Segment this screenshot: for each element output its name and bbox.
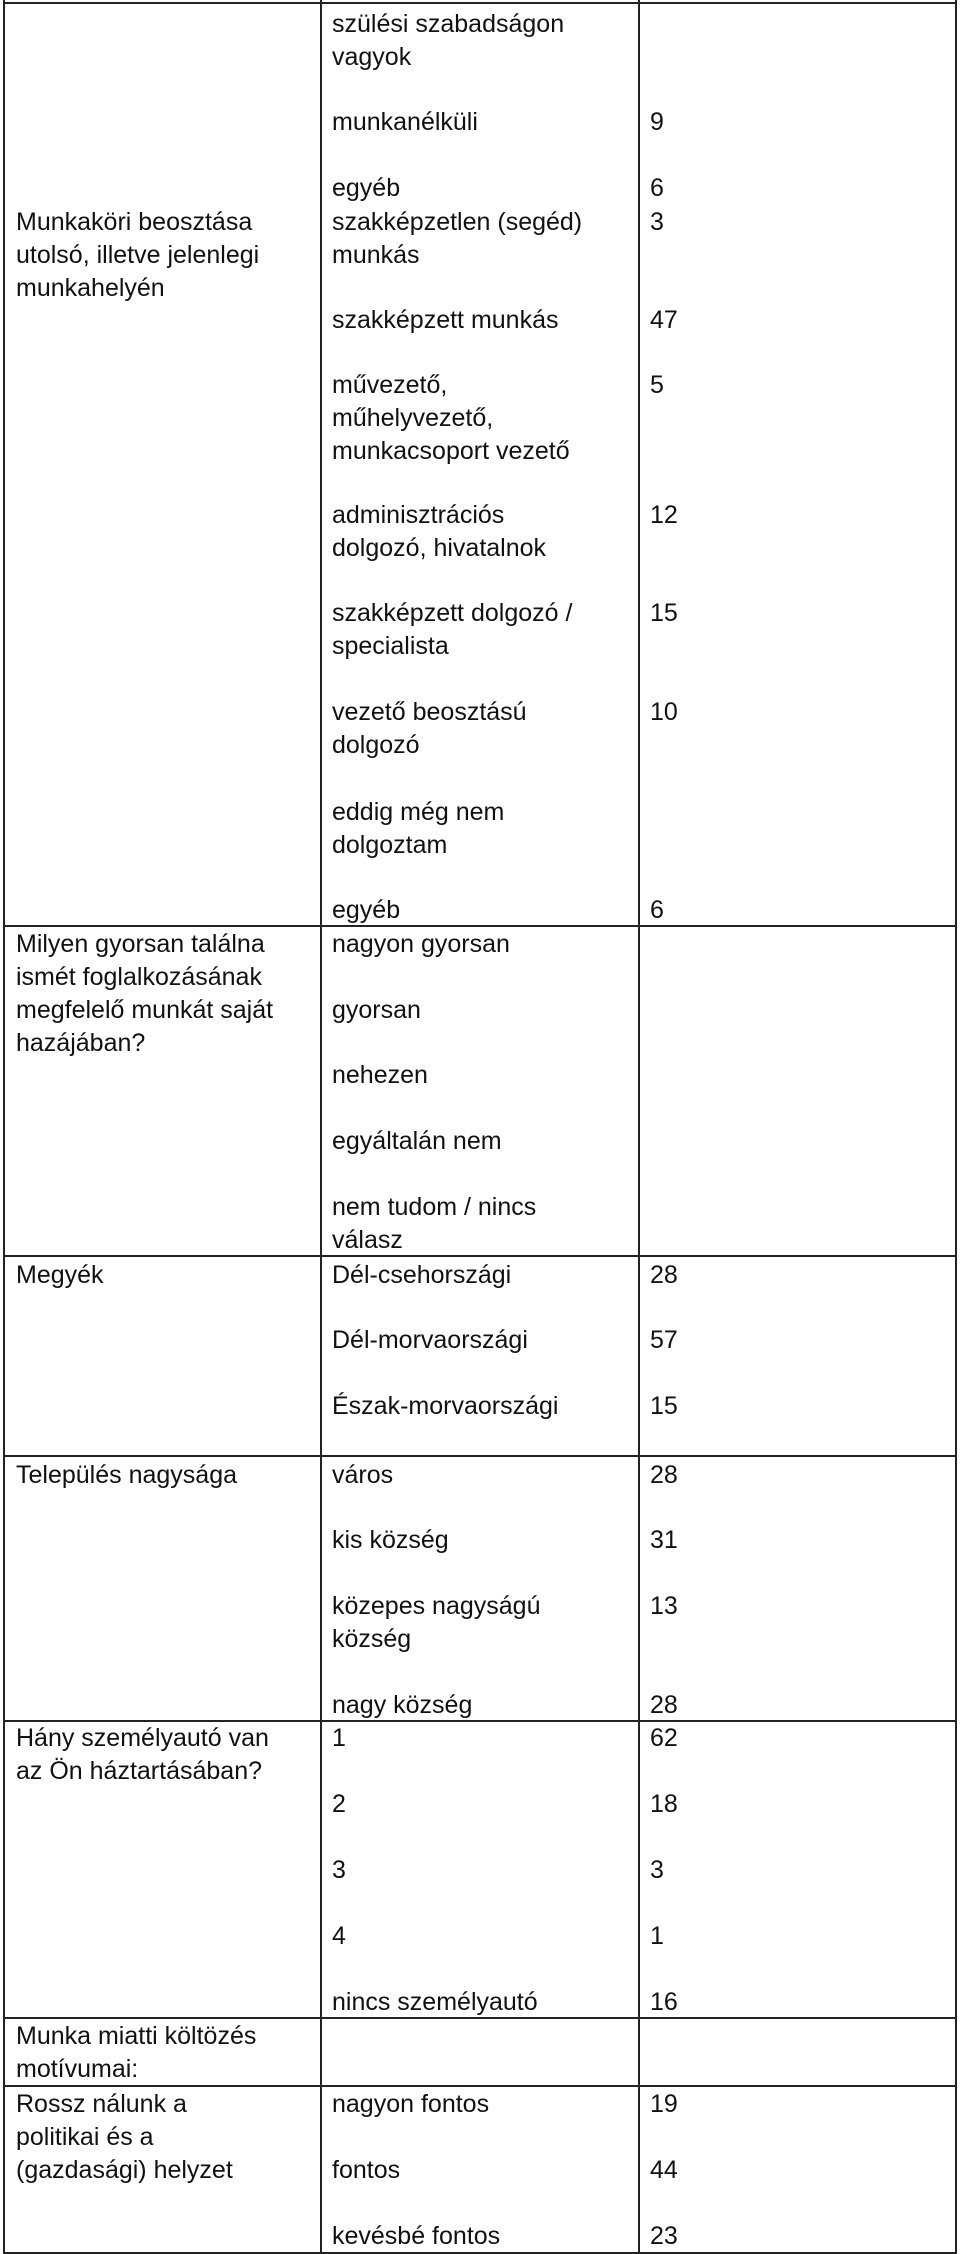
option-label: nehezen [332,1061,428,1089]
count-value: 18 [650,1790,678,1818]
option-label: eddig még nem dolgoztam [332,798,505,859]
count-value: 13 [650,1592,678,1620]
section-heading: Munka miatti költözés motívumai: [16,2022,257,2083]
count-value: 57 [650,1326,678,1354]
option-label: gyorsan [332,996,421,1024]
count-value: 9 [650,108,664,136]
option-label: nagyon gyorsan [332,930,510,958]
question-label: Település nagysága [16,1461,237,1489]
option-label: kevésbé fontos [332,2222,501,2250]
option-label: nincs személyautó [332,1988,538,2016]
option-label: Észak-morvaországi [332,1392,559,1420]
option-label: nagy község [332,1691,473,1719]
question-label: Munkaköri beosztása utolsó, illetve jelenlegi munkahelyén [16,208,260,302]
count-value: 31 [650,1526,678,1554]
option-label: egyáltalán nem [332,1127,502,1155]
row-divider [3,2,956,4]
option-label: művezető, műhelyvezető, munkacsoport vezető [332,371,570,465]
option-label: 3 [332,1856,346,1884]
option-label: egyéb [332,174,401,202]
count-value: 44 [650,2156,678,2184]
row-divider [3,1455,956,1457]
count-value: 1 [650,1922,664,1950]
count-value: 28 [650,1261,678,1289]
count-value: 15 [650,1392,678,1420]
column-divider [3,0,5,2254]
count-value: 3 [650,1856,664,1884]
option-label: munkanélküli [332,108,478,136]
count-value: 47 [650,306,678,334]
option-label: Dél-csehországi [332,1261,512,1289]
question-label: Milyen gyorsan találna ismét foglalkozásának megfelelő munkát saját hazájában? [16,930,274,1057]
question-label: Rossz nálunk a politikai és a (gazdasági) helyzet [16,2090,233,2184]
count-value: 28 [650,1691,678,1719]
option-label: szakképzett dolgozó / specialista [332,599,573,660]
option-label: szakképzetlen (segéd) munkás [332,208,583,269]
option-label: város [332,1461,394,1489]
option-label: szakképzett munkás [332,306,559,334]
count-value: 5 [650,371,664,399]
option-label: kis község [332,1526,449,1554]
count-value: 23 [650,2222,678,2250]
column-divider [638,0,640,2254]
option-label: közepes nagyságú község [332,1592,541,1653]
column-divider [955,0,957,2254]
option-label: Dél-morvaországi [332,1326,528,1354]
question-label: Megyék [16,1261,104,1289]
count-value: 10 [650,698,678,726]
count-value: 6 [650,174,664,202]
column-divider [320,0,322,2254]
option-label: adminisztrációs dolgozó, hivatalnok [332,501,547,562]
option-label: 2 [332,1790,346,1818]
option-label: egyéb [332,896,401,924]
option-label: 1 [332,1724,346,1752]
count-value: 28 [650,1461,678,1489]
option-label: fontos [332,2156,401,2184]
option-label: nem tudom / nincs válasz [332,1193,537,1254]
count-value: 62 [650,1724,678,1752]
count-value: 12 [650,501,678,529]
option-label: nagyon fontos [332,2090,490,2118]
question-label: Hány személyautó van az Ön háztartásában? [16,1724,269,1785]
count-value: 3 [650,208,664,236]
count-value: 19 [650,2090,678,2118]
option-label: 4 [332,1922,346,1950]
count-value: 16 [650,1988,678,2016]
count-value: 6 [650,896,664,924]
count-value: 15 [650,599,678,627]
option-label: szülési szabadságon vagyok [332,10,565,71]
option-label: vezető beosztású dolgozó [332,698,527,759]
